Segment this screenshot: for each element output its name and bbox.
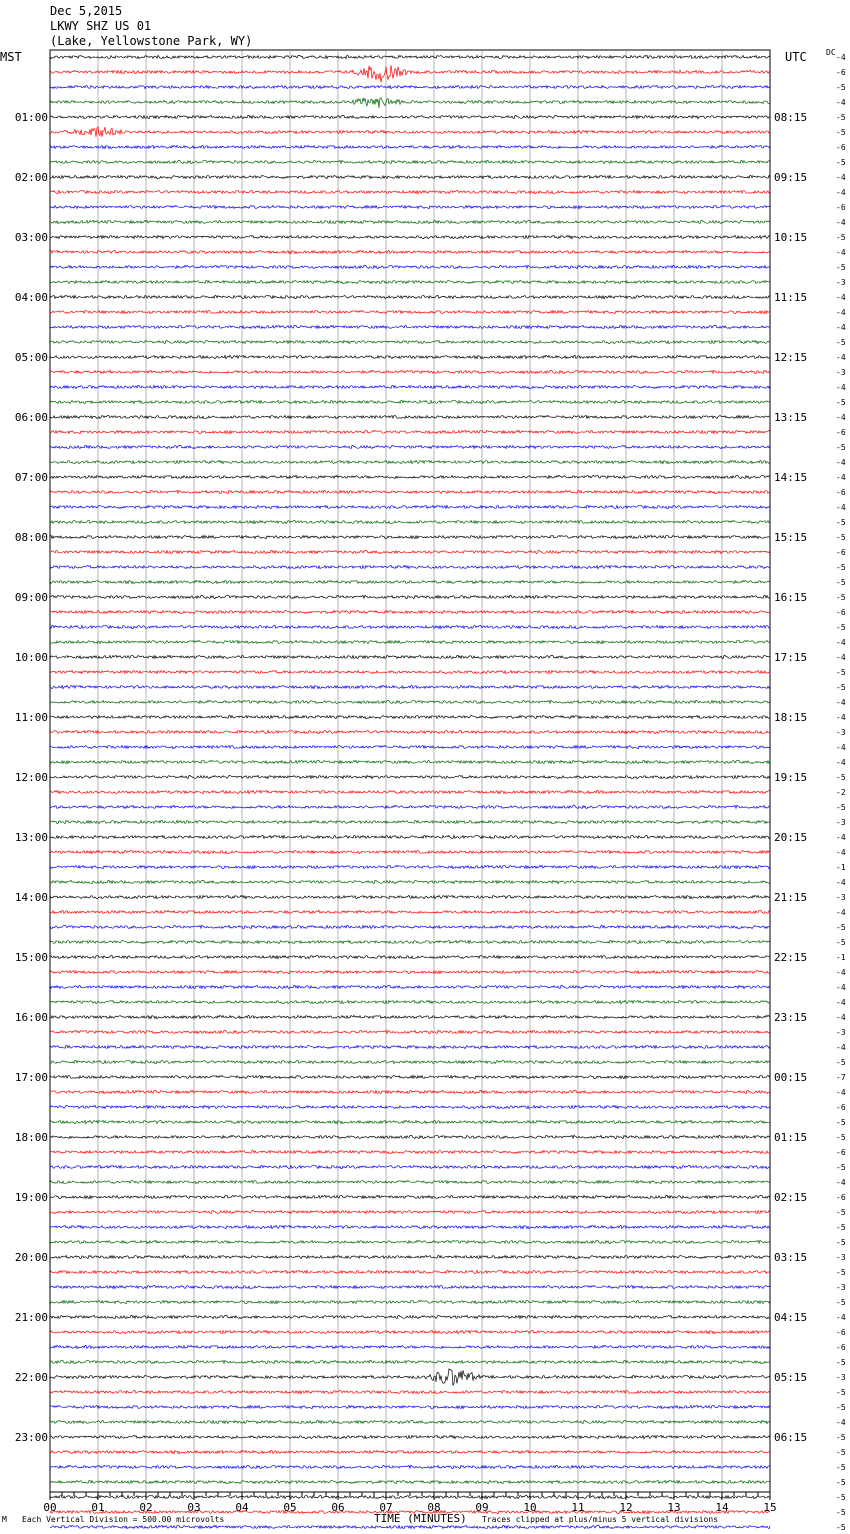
seismic-trace xyxy=(50,835,770,838)
seismic-trace xyxy=(50,55,770,58)
dc-label: DC xyxy=(826,48,836,57)
seismic-trace xyxy=(50,715,770,718)
seismic-trace xyxy=(50,1075,770,1078)
utc-hour-label: 20:15 xyxy=(774,831,808,844)
seismic-trace xyxy=(50,1135,770,1138)
seismic-trace xyxy=(50,640,770,643)
seismic-trace xyxy=(50,1391,770,1394)
dc-offset-label: -5 xyxy=(836,518,846,527)
seismic-trace xyxy=(50,1369,770,1386)
seismic-trace xyxy=(50,220,770,223)
seismic-trace xyxy=(50,1225,770,1228)
seismic-trace xyxy=(50,610,770,613)
utc-hour-label: 22:15 xyxy=(774,951,808,964)
dc-offset-label: -5 xyxy=(836,593,846,602)
dc-offset-label: -5 xyxy=(836,1223,846,1232)
seismic-trace xyxy=(50,1165,770,1168)
seismic-trace xyxy=(50,910,770,913)
seismic-trace xyxy=(50,1150,770,1153)
seismic-trace xyxy=(50,535,770,538)
x-tick-label: 15 xyxy=(763,1501,777,1514)
dc-offset-label: -4 xyxy=(836,713,846,722)
seismic-trace xyxy=(50,1180,770,1183)
mst-hour-label: 14:00 xyxy=(14,891,48,904)
right-timezone-label: UTC xyxy=(785,50,807,64)
dc-offset-label: -3 xyxy=(836,728,846,737)
seismic-trace xyxy=(50,655,770,658)
seismic-trace xyxy=(50,460,770,463)
mst-hour-label: 02:00 xyxy=(14,171,48,184)
dc-offset-label: -5 xyxy=(836,668,846,677)
seismic-trace xyxy=(50,925,770,928)
dc-offset-label: -4 xyxy=(836,1088,846,1097)
x-tick-label: 12 xyxy=(619,1501,633,1514)
dc-offset-label: -5 xyxy=(836,1523,846,1532)
mst-hour-label: 05:00 xyxy=(14,351,48,364)
seismic-trace xyxy=(50,880,770,883)
seismic-trace xyxy=(50,940,770,943)
utc-hour-label: 09:15 xyxy=(774,171,808,184)
dc-offset-label: -5 xyxy=(836,578,846,587)
dc-offset-label: -5 xyxy=(836,533,846,542)
dc-offset-label: -5 xyxy=(836,1448,846,1457)
seismic-trace xyxy=(50,1270,770,1273)
seismic-trace xyxy=(50,205,770,208)
dc-offset-label: -4 xyxy=(836,458,846,467)
dc-offset-label: -5 xyxy=(836,803,846,812)
seismic-trace xyxy=(50,1030,770,1033)
utc-hour-label: 06:15 xyxy=(774,1431,808,1444)
seismic-trace xyxy=(50,895,770,898)
utc-hour-label: 23:15 xyxy=(774,1011,808,1024)
seismic-trace xyxy=(50,1435,770,1438)
seismic-trace xyxy=(50,1300,770,1303)
dc-offset-label: -3 xyxy=(836,1373,846,1382)
dc-offset-label: -5 xyxy=(836,158,846,167)
clip-note: Traces clipped at plus/minus 5 vertical divisions xyxy=(482,1515,719,1524)
mst-hour-label: 13:00 xyxy=(14,831,48,844)
dc-offset-label: -5 xyxy=(836,1388,846,1397)
seismic-trace xyxy=(50,550,770,553)
seismic-trace xyxy=(50,160,770,163)
utc-hour-label: 02:15 xyxy=(774,1191,808,1204)
dc-offset-label: -4 xyxy=(836,173,846,182)
dc-offset-label: -4 xyxy=(836,308,846,317)
x-tick-label: 00 xyxy=(43,1501,57,1514)
dc-offset-label: -5 xyxy=(836,938,846,947)
seismic-trace xyxy=(50,1240,770,1243)
dc-offset-label: -4 xyxy=(836,968,846,977)
seismic-trace xyxy=(50,520,770,523)
station-label: LKWY SHZ US 01 xyxy=(50,19,152,33)
mst-hour-label: 01:00 xyxy=(14,111,48,124)
dc-offset-label: -5 xyxy=(836,1358,846,1367)
dc-offset-label: -1 xyxy=(836,953,846,962)
dc-offset-label: -4 xyxy=(836,353,846,362)
seismic-trace xyxy=(50,730,770,733)
x-tick-label: 10 xyxy=(523,1501,537,1514)
x-tick-label: 03 xyxy=(187,1501,201,1514)
dc-offset-label: -5 xyxy=(836,1463,846,1472)
seismic-trace xyxy=(50,65,770,82)
dc-offset-label: -5 xyxy=(836,563,846,572)
dc-offset-label: -5 xyxy=(836,1298,846,1307)
dc-offset-label: -4 xyxy=(836,758,846,767)
utc-hour-label: 14:15 xyxy=(774,471,808,484)
utc-hour-label: 04:15 xyxy=(774,1311,808,1324)
dc-offset-label: -5 xyxy=(836,623,846,632)
seismic-trace xyxy=(50,280,770,283)
dc-offset-label: -4 xyxy=(836,983,846,992)
mst-hour-label: 11:00 xyxy=(14,711,48,724)
seismic-trace xyxy=(50,970,770,973)
seismic-trace xyxy=(50,400,770,403)
seismic-trace xyxy=(50,1330,770,1333)
utc-hour-label: 05:15 xyxy=(774,1371,808,1384)
utc-hour-label: 10:15 xyxy=(774,231,808,244)
dc-offset-label: -6 xyxy=(836,608,846,617)
seismic-trace xyxy=(50,1255,770,1258)
seismic-trace xyxy=(50,98,770,108)
seismic-trace xyxy=(50,1480,770,1483)
seismic-trace xyxy=(50,1210,770,1213)
dc-offset-label: -6 xyxy=(836,428,846,437)
dc-offset-label: -6 xyxy=(836,143,846,152)
utc-hour-label: 19:15 xyxy=(774,771,808,784)
x-tick-label: 05 xyxy=(283,1501,297,1514)
seismic-trace xyxy=(50,1060,770,1063)
seismic-trace xyxy=(50,595,770,598)
mst-hour-label: 04:00 xyxy=(14,291,48,304)
mst-hour-label: 06:00 xyxy=(14,411,48,424)
x-tick-label: 09 xyxy=(475,1501,489,1514)
seismic-trace xyxy=(50,625,770,628)
dc-offset-label: -5 xyxy=(836,338,846,347)
mst-hour-label: 22:00 xyxy=(14,1371,48,1384)
dc-offset-label: -5 xyxy=(836,1268,846,1277)
seismic-trace xyxy=(50,1000,770,1003)
dc-offset-label: -6 xyxy=(836,203,846,212)
mst-hour-label: 09:00 xyxy=(14,591,48,604)
dc-offset-label: -4 xyxy=(836,908,846,917)
mst-hour-label: 23:00 xyxy=(14,1431,48,1444)
seismic-trace xyxy=(50,310,770,313)
seismic-trace xyxy=(50,760,770,763)
seismic-trace xyxy=(50,340,770,343)
mst-hour-label: 08:00 xyxy=(14,531,48,544)
seismic-trace xyxy=(50,325,770,328)
utc-hour-label: 15:15 xyxy=(774,531,808,544)
seismic-trace xyxy=(50,805,770,808)
dc-offset-label: -4 xyxy=(836,503,846,512)
dc-offset-label: -6 xyxy=(836,488,846,497)
seismic-trace xyxy=(50,790,770,793)
dc-offset-label: -4 xyxy=(836,53,846,62)
seismic-trace xyxy=(50,1465,770,1468)
seismic-trace xyxy=(50,505,770,508)
seismic-trace xyxy=(50,355,770,358)
dc-offset-label: -4 xyxy=(836,833,846,842)
dc-offset-label: -3 xyxy=(836,278,846,287)
dc-offset-label: -5 xyxy=(836,923,846,932)
utc-hour-label: 00:15 xyxy=(774,1071,808,1084)
seismic-trace xyxy=(50,127,770,137)
dc-offset-label: -4 xyxy=(836,383,846,392)
dc-offset-label: -4 xyxy=(836,188,846,197)
mst-hour-label: 21:00 xyxy=(14,1311,48,1324)
dc-offset-label: -3 xyxy=(836,1253,846,1262)
dc-offset-label: -2 xyxy=(836,788,846,797)
seismic-trace xyxy=(50,850,770,853)
seismic-trace xyxy=(50,1120,770,1123)
seismic-trace xyxy=(50,445,770,448)
footer-mark: M xyxy=(2,1515,7,1524)
seismic-trace xyxy=(50,475,770,478)
seismic-trace xyxy=(50,235,770,238)
x-tick-label: 06 xyxy=(331,1501,345,1514)
dc-offset-label: -6 xyxy=(836,1148,846,1157)
utc-hour-label: 03:15 xyxy=(774,1251,808,1264)
dc-offset-label: -4 xyxy=(836,848,846,857)
seismic-trace xyxy=(50,250,770,253)
dc-offset-label: -4 xyxy=(836,878,846,887)
seismic-trace xyxy=(50,1105,770,1108)
dc-offset-label: -5 xyxy=(836,773,846,782)
seismic-trace xyxy=(50,985,770,988)
dc-offset-label: -4 xyxy=(836,1013,846,1022)
seismic-trace xyxy=(50,670,770,673)
seismic-trace xyxy=(50,820,770,823)
utc-hour-label: 21:15 xyxy=(774,891,808,904)
dc-offset-label: -4 xyxy=(836,473,846,482)
x-tick-label: 02 xyxy=(139,1501,153,1514)
dc-offset-label: -6 xyxy=(836,1193,846,1202)
dc-offset-label: -3 xyxy=(836,1028,846,1037)
seismic-trace xyxy=(50,1525,770,1528)
mst-hour-label: 15:00 xyxy=(14,951,48,964)
dc-offset-label: -3 xyxy=(836,1283,846,1292)
dc-offset-label: -5 xyxy=(836,398,846,407)
seismic-trace xyxy=(50,565,770,568)
dc-offset-label: -5 xyxy=(836,128,846,137)
utc-hour-label: 11:15 xyxy=(774,291,808,304)
seismic-trace xyxy=(50,115,770,118)
seismic-trace xyxy=(50,86,770,89)
seismic-trace xyxy=(50,190,770,193)
dc-offset-label: -6 xyxy=(836,1328,846,1337)
x-tick-label: 13 xyxy=(667,1501,681,1514)
seismic-trace xyxy=(50,1285,770,1288)
utc-hour-label: 13:15 xyxy=(774,411,808,424)
dc-offset-label: -5 xyxy=(836,1238,846,1247)
x-tick-label: 08 xyxy=(427,1501,441,1514)
dc-offset-label: -5 xyxy=(836,263,846,272)
mst-hour-label: 19:00 xyxy=(14,1191,48,1204)
seismic-trace xyxy=(50,1360,770,1363)
utc-hour-label: 17:15 xyxy=(774,651,808,664)
seismic-trace xyxy=(50,295,770,298)
x-tick-label: 14 xyxy=(715,1501,729,1514)
dc-offset-label: -5 xyxy=(836,1493,846,1502)
location-label: (Lake, Yellowstone Park, WY) xyxy=(50,34,253,48)
dc-offset-label: -5 xyxy=(836,113,846,122)
seismic-trace xyxy=(50,955,770,958)
vertical-division-note: Each Vertical Division = 500.00 microvolts xyxy=(22,1515,225,1524)
x-axis-title: TIME (MINUTES) xyxy=(374,1512,467,1525)
dc-offset-label: -3 xyxy=(836,818,846,827)
dc-offset-label: -4 xyxy=(836,293,846,302)
dc-offset-label: -4 xyxy=(836,218,846,227)
mst-hour-label: 07:00 xyxy=(14,471,48,484)
mst-hour-label: 20:00 xyxy=(14,1251,48,1264)
dc-offset-label: -5 xyxy=(836,1508,846,1517)
seismic-trace xyxy=(50,1090,770,1093)
dc-offset-label: -4 xyxy=(836,698,846,707)
dc-offset-label: -5 xyxy=(836,443,846,452)
utc-hour-label: 08:15 xyxy=(774,111,808,124)
seismic-trace xyxy=(50,1450,770,1453)
dc-offset-label: -5 xyxy=(836,1208,846,1217)
dc-offset-label: -1 xyxy=(836,863,846,872)
dc-offset-label: -4 xyxy=(836,653,846,662)
mst-hour-label: 18:00 xyxy=(14,1131,48,1144)
dc-offset-label: -4 xyxy=(836,1418,846,1427)
date-label: Dec 5,2015 xyxy=(50,4,123,18)
x-tick-label: 07 xyxy=(379,1501,393,1514)
dc-offset-label: -5 xyxy=(836,1433,846,1442)
dc-offset-label: -4 xyxy=(836,1313,846,1322)
seismic-trace xyxy=(50,1195,770,1198)
seismic-trace xyxy=(50,145,770,148)
seismic-trace xyxy=(50,580,770,583)
dc-offset-label: -3 xyxy=(836,368,846,377)
seismic-trace xyxy=(50,430,770,433)
dc-offset-label: -7 xyxy=(836,1073,846,1082)
mst-hour-label: 12:00 xyxy=(14,771,48,784)
utc-hour-label: 16:15 xyxy=(774,591,808,604)
x-tick-label: 04 xyxy=(235,1501,249,1514)
dc-offset-label: -5 xyxy=(836,83,846,92)
dc-offset-label: -5 xyxy=(836,1058,846,1067)
dc-offset-label: -5 xyxy=(836,1478,846,1487)
seismic-trace xyxy=(50,370,770,373)
seismic-trace xyxy=(50,1420,770,1423)
dc-offset-label: -4 xyxy=(836,998,846,1007)
dc-offset-label: -6 xyxy=(836,548,846,557)
dc-offset-label: -5 xyxy=(836,1163,846,1172)
dc-offset-label: -6 xyxy=(836,1103,846,1112)
dc-offset-label: -5 xyxy=(836,1118,846,1127)
utc-hour-label: 18:15 xyxy=(774,711,808,724)
seismic-trace xyxy=(50,685,770,688)
seismic-trace xyxy=(50,415,770,418)
seismic-trace xyxy=(50,385,770,388)
utc-hour-label: 01:15 xyxy=(774,1131,808,1144)
seismic-trace xyxy=(50,1345,770,1348)
seismic-trace xyxy=(50,1315,770,1318)
dc-offset-label: -5 xyxy=(836,683,846,692)
x-tick-label: 11 xyxy=(571,1501,585,1514)
seismic-trace xyxy=(50,265,770,268)
seismic-trace xyxy=(50,1015,770,1018)
mst-hour-label: 17:00 xyxy=(14,1071,48,1084)
seismic-trace xyxy=(50,490,770,493)
dc-offset-label: -4 xyxy=(836,743,846,752)
seismic-trace xyxy=(50,775,770,778)
mst-hour-label: 03:00 xyxy=(14,231,48,244)
dc-offset-label: -5 xyxy=(836,1403,846,1412)
dc-offset-label: -4 xyxy=(836,98,846,107)
left-timezone-label: MST xyxy=(0,50,22,64)
seismic-trace xyxy=(50,175,770,178)
seismic-trace xyxy=(50,865,770,868)
dc-offset-label: -4 xyxy=(836,413,846,422)
utc-hour-label: 12:15 xyxy=(774,351,808,364)
dc-offset-label: -5 xyxy=(836,1133,846,1142)
x-tick-label: 01 xyxy=(91,1501,105,1514)
seismic-trace xyxy=(50,745,770,748)
dc-offset-label: -4 xyxy=(836,248,846,257)
seismic-trace xyxy=(50,700,770,703)
dc-offset-label: -5 xyxy=(836,233,846,242)
dc-offset-label: -6 xyxy=(836,1343,846,1352)
dc-offset-label: -3 xyxy=(836,893,846,902)
mst-hour-label: 10:00 xyxy=(14,651,48,664)
seismic-trace xyxy=(50,1405,770,1408)
dc-offset-label: -4 xyxy=(836,1178,846,1187)
dc-offset-label: -4 xyxy=(836,1043,846,1052)
dc-offset-label: -6 xyxy=(836,68,846,77)
seismic-trace xyxy=(50,1045,770,1048)
mst-hour-label: 16:00 xyxy=(14,1011,48,1024)
dc-offset-label: -4 xyxy=(836,638,846,647)
dc-offset-label: -4 xyxy=(836,323,846,332)
